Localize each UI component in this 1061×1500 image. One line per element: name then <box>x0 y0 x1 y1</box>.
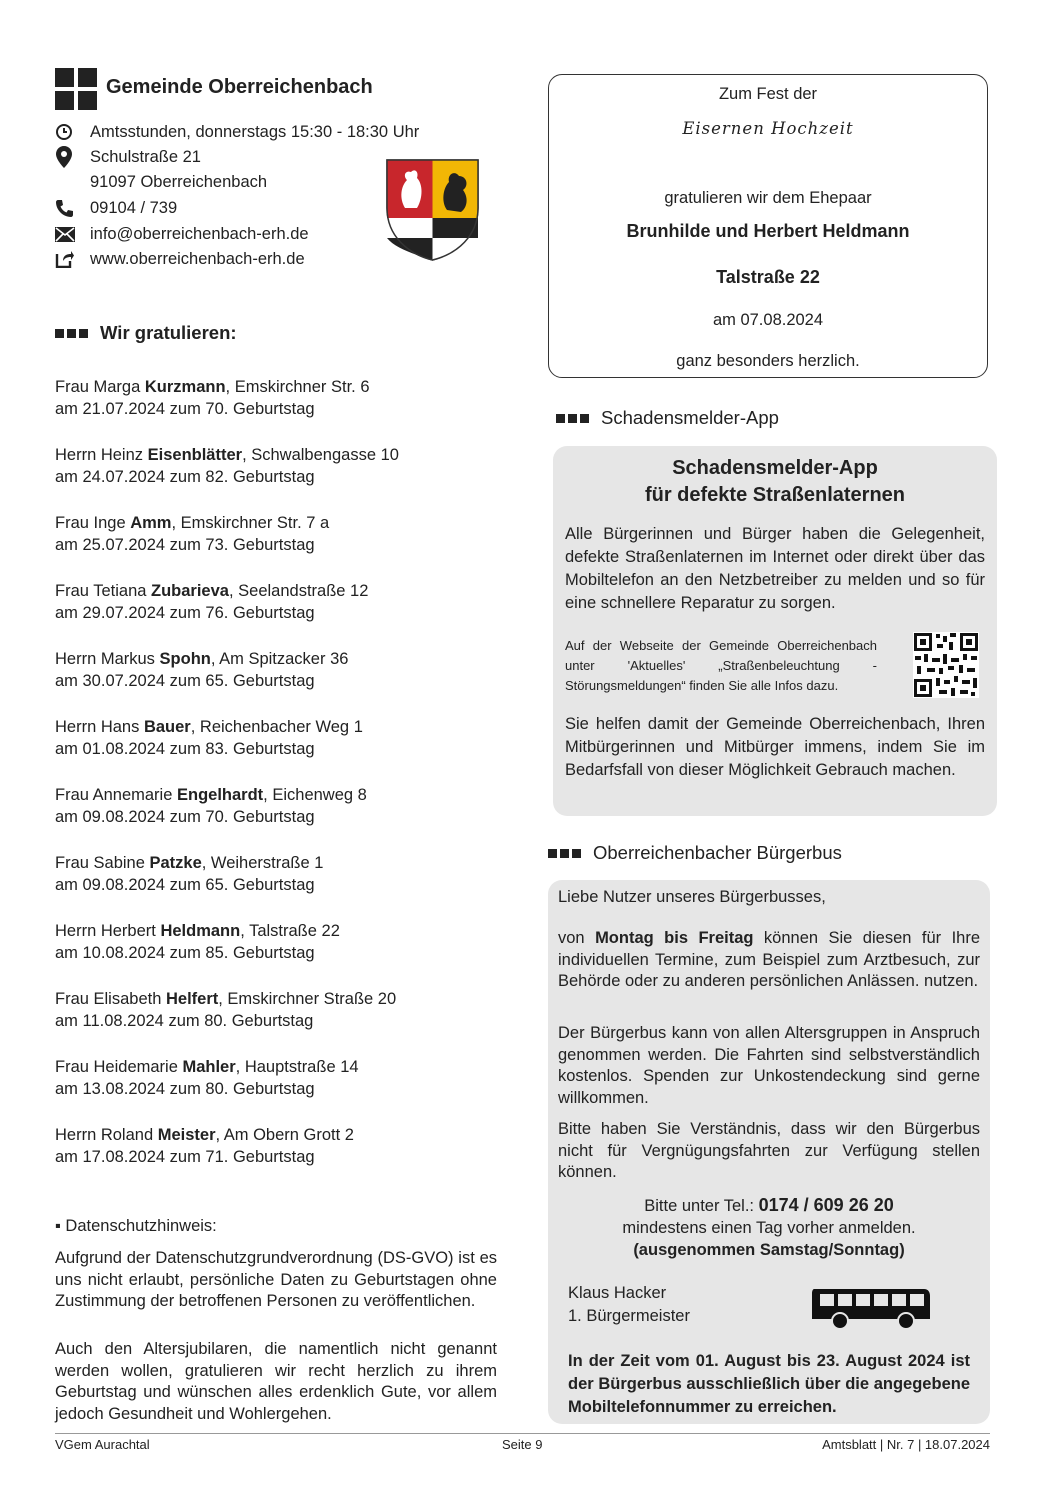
birthday-entry: Frau Marga Kurzmann, Emskirchner Str. 6 am 21.07.2024 zum 70. Geburtstag <box>55 377 370 420</box>
birthday-surname: Kurzmann <box>144 378 226 396</box>
bus-phone-number[interactable]: 0174 / 609 26 20 <box>758 1195 894 1215</box>
birthday-surname: Bauer <box>143 718 191 736</box>
app-closing-paragraph: Sie helfen damit der Gemeinde Oberreichenbach, Ihren Mitbürgerinnen und Mitbürger immens, indem Sie im Bedarfsfall von dieser Möglichkeit Gebrauch machen. <box>565 715 985 779</box>
wedding-intro: Zum Fest der <box>718 85 818 103</box>
birthday-surname: Meister <box>157 1126 216 1144</box>
privacy-paragraph-2: Auch den Altersjubilaren, die namentlich nicht genannt werden wollen, gratulieren wir recht herzlich zu ihrem Geburtstag und wünschen alles erdenklich Gute, vor allem jedoch Gesundheit und Wohlergehen. <box>55 1340 497 1423</box>
footer-divider <box>55 1433 990 1434</box>
privacy-heading: ▪ Datenschutzhinweis: <box>55 1217 217 1235</box>
bus-paragraph-3: Bitte haben Sie Verständnis, dass wir den Bürgerbus nicht für Vergnügungsfahrten zur Verfügung stellen können. <box>558 1120 980 1181</box>
birthday-surname: Amm <box>130 514 172 532</box>
municipality-name: Gemeinde Oberreichenbach <box>106 76 373 98</box>
birthday-date: am 17.08.2024 zum 71. Geburtstag <box>55 1147 315 1166</box>
app-info-box <box>553 446 997 816</box>
birthday-date: am 01.08.2024 zum 83. Geburtstag <box>55 739 315 758</box>
birthday-date: am 29.07.2024 zum 76. Geburtstag <box>55 603 315 622</box>
birthday-entry: Herrn Herbert Heldmann, Talstraße 22 am 10.08.2024 zum 85. Geburtstag <box>55 921 340 964</box>
phone-icon <box>55 199 81 218</box>
birthday-entry: Frau Annemarie Engelhardt, Eichenweg 8 am 09.08.2024 zum 70. Geburtstag <box>55 785 367 828</box>
birthday-date: am 10.08.2024 zum 85. Geburtstag <box>55 943 315 962</box>
hours-row <box>55 120 419 144</box>
birthday-surname: Heldmann <box>160 922 241 940</box>
birthday-surname: Spohn <box>159 650 211 668</box>
birthday-entry: Herrn Roland Meister, Am Obern Grott 2 am 17.08.2024 zum 71. Geburtstag <box>55 1125 354 1168</box>
birthday-surname: Mahler <box>182 1058 236 1076</box>
phone-number[interactable]: 09104 / 739 <box>90 198 178 217</box>
wedding-anniversary-box <box>548 74 988 378</box>
wedding-script-title: Eisernen Hochzeit <box>682 119 854 138</box>
phone-row <box>55 196 177 220</box>
office-hours: Amtsstunden, donnerstags 15:30 - 18:30 Uhr <box>90 122 420 141</box>
email-row <box>55 222 309 246</box>
birthday-date: am 21.07.2024 zum 70. Geburtstag <box>55 399 315 418</box>
municipality-logo <box>55 68 97 110</box>
birthday-date: am 11.08.2024 zum 80. Geburtstag <box>55 1011 314 1030</box>
birthday-entry: Frau Inge Amm, Emskirchner Str. 7 a am 25.07.2024 zum 73. Geburtstag <box>55 513 329 556</box>
footer-left: VGem Aurachtal <box>55 1437 150 1452</box>
birthdays-heading: Wir gratulieren: <box>55 322 237 344</box>
section-bullet-icon <box>548 849 584 858</box>
email-link[interactable]: info@oberreichenbach-erh.de <box>90 224 309 243</box>
birthday-surname: Eisenblätter <box>147 446 243 464</box>
birthday-entry: Herrn Hans Bauer, Reichenbacher Weg 1 am 01.08.2024 zum 83. Geburtstag <box>55 717 363 760</box>
birthday-date: am 25.07.2024 zum 73. Geburtstag <box>55 535 315 554</box>
birthday-surname: Patzke <box>149 854 202 872</box>
birthday-date: am 09.08.2024 zum 65. Geburtstag <box>55 875 315 894</box>
bus-section-heading: Oberreichenbacher Bürgerbus <box>548 842 842 864</box>
bus-call-block: Bitte unter Tel.: 0174 / 609 26 20 mindestens einen Tag vorher anmelden. (ausgenommen Samstag/Sonntag) <box>622 1195 916 1259</box>
location-pin-icon <box>55 146 81 168</box>
address-city: 91097 Oberreichenbach <box>90 172 268 191</box>
address-street: Schulstraße 21 <box>90 147 201 166</box>
web-row <box>55 247 305 271</box>
app-website-hint: Auf der Webseite der Gemeinde Oberreichenbach unter 'Aktuelles' „Straßenbeleuchtung - Störungsmeldungen“ finden Sie alle Infos dazu. <box>565 638 877 693</box>
bus-signature: Klaus Hacker 1. Bürgermeister <box>568 1284 690 1325</box>
birthday-date: am 30.07.2024 zum 65. Geburtstag <box>55 671 315 690</box>
street-row <box>55 145 201 169</box>
bus-icon <box>810 1285 932 1331</box>
qr-code-image[interactable] <box>913 632 979 698</box>
bus-notice: In der Zeit vom 01. August bis 23. August 2024 ist der Bürgerbus ausschließlich über die angegebene Mobiltelefonnummer zu erreichen. <box>568 1352 970 1416</box>
birthday-entry: Frau Heidemarie Mahler, Hauptstraße 14 am 13.08.2024 zum 80. Geburtstag <box>55 1057 359 1100</box>
app-intro-paragraph: Alle Bürgerinnen und Bürger haben die Gelegenheit, defekte Straßenlaternen im Internet oder direkt über das Mobiltelefon an den Netzbetreiber zu melden und so für eine schnellere Reparatur zu sorgen. <box>565 525 985 612</box>
website-link[interactable]: www.oberreichenbach-erh.de <box>90 249 305 268</box>
birthday-entry: Frau Elisabeth Helfert, Emskirchner Straße 20 am 11.08.2024 zum 80. Geburtstag <box>55 989 396 1032</box>
wedding-date: am 07.08.2024 <box>712 311 824 329</box>
bus-info-box <box>548 880 990 1424</box>
bus-greeting: Liebe Nutzer unseres Bürgerbusses, <box>558 888 826 906</box>
birthday-date: am 09.08.2024 zum 70. Geburtstag <box>55 807 315 826</box>
coat-of-arms-image <box>385 158 480 262</box>
wedding-congrats: gratulieren wir dem Ehepaar <box>664 189 872 207</box>
section-bullet-icon <box>556 414 592 423</box>
app-box-title: Schadensmelder-App für defekte Straßenlaternen <box>644 457 906 506</box>
wedding-closing: ganz besonders herzlich. <box>676 352 860 370</box>
birthday-surname: Engelhardt <box>176 786 264 804</box>
mail-icon <box>55 227 81 242</box>
birthday-entry: Herrn Markus Spohn, Am Spitzacker 36 am 30.07.2024 zum 65. Geburtstag <box>55 649 348 692</box>
birthday-surname: Helfert <box>165 990 219 1008</box>
footer-page-number: Seite 9 <box>502 1437 543 1452</box>
wedding-address: Talstraße 22 <box>716 267 820 287</box>
section-bullet-icon <box>55 329 91 338</box>
clock-icon <box>55 123 81 141</box>
birthday-entry: Herrn Heinz Eisenblätter, Schwalbengasse 10 am 24.07.2024 zum 82. Geburtstag <box>55 445 399 488</box>
birthday-entry: Frau Sabine Patzke, Weiherstraße 1 am 09.08.2024 zum 65. Geburtstag <box>55 853 323 896</box>
footer-issue: Amtsblatt | Nr. 7 | 18.07.2024 <box>822 1437 990 1452</box>
birthday-date: am 13.08.2024 zum 80. Geburtstag <box>55 1079 315 1098</box>
external-link-icon <box>55 250 81 268</box>
birthday-date: am 24.07.2024 zum 82. Geburtstag <box>55 467 315 486</box>
wedding-couple: Brunhilde und Herbert Heldmann <box>626 221 910 241</box>
app-section-heading: Schadensmelder-App <box>556 407 779 429</box>
bus-paragraph-1: von Montag bis Freitag können Sie diesen für Ihre individuellen Termine, zum Beispiel zum Arztbesuch, zur Behörde oder zu anderen persönlichen Anlässen. nutzen. <box>558 929 981 990</box>
city-row <box>55 170 267 194</box>
privacy-paragraph-1: Aufgrund der Datenschutzgrundverordnung (DS-GVO) ist es uns nicht erlaubt, persönliche Daten zu Geburtstagen ohne Zustimmung der betroffenen Personen zu veröffentlichen. <box>55 1249 497 1310</box>
birthday-entry: Frau Tetiana Zubarieva, Seelandstraße 12 am 29.07.2024 zum 76. Geburtstag <box>55 581 368 624</box>
bus-paragraph-2: Der Bürgerbus kann von allen Altersgruppen in Anspruch genommen werden. Die Fahrten sind selbstverständlich kostenlos. Spenden zur Unkostendeckung sind gerne willkommen. <box>558 1024 980 1107</box>
birthday-surname: Zubarieva <box>151 582 229 600</box>
